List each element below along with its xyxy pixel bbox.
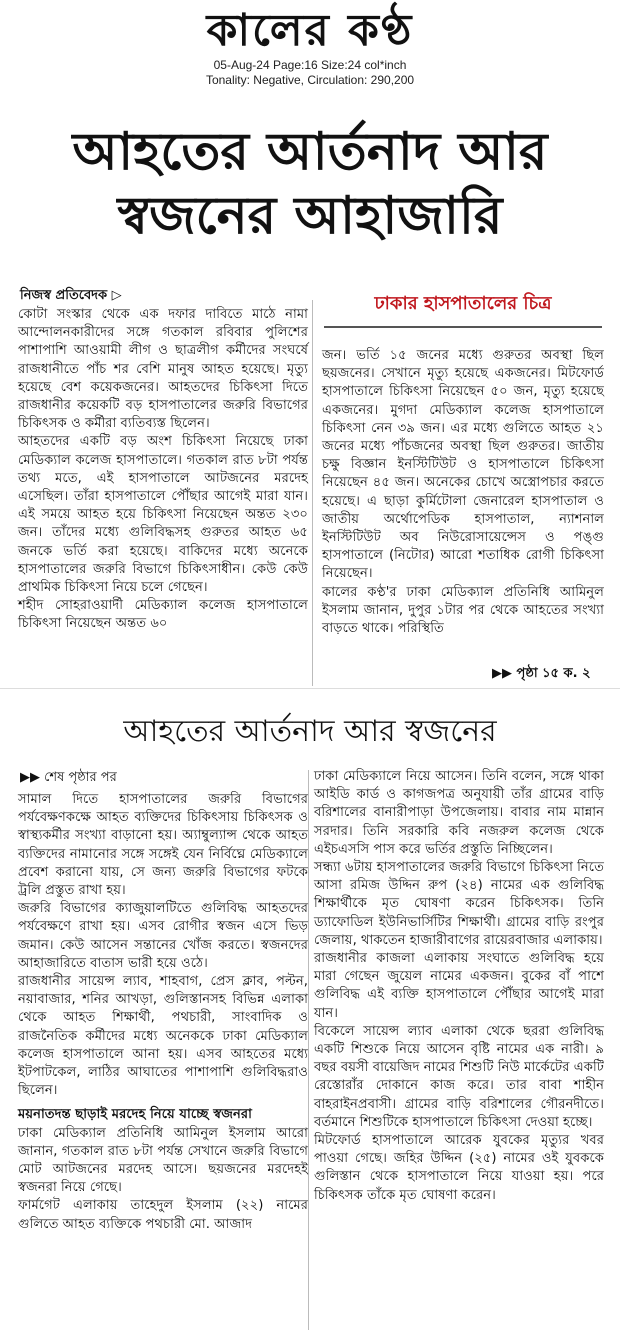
paragraph: কালের কণ্ঠ'র ঢাকা মেডিক্যাল প্রতিনিধি আমিনুল ইসলাম জানান, দুপুর ১টার পর থেকে আহতের সংখ্যা বাড়তে থাকে। পরিস্থিতি [322,584,604,637]
article2-right-column [314,768,604,1205]
paragraph: কোটা সংস্কার থেকে এক দফার দাবিতে মাঠে নামা আন্দোলনকারীদের সঙ্গে গতকাল রবিবার পুলিশের পাশাপাশি আওয়ামী লীগ ও ছাত্রলীগ কর্মীদের সংঘর্ষে রাজধানীতে পাঁচ শর বেশি মানুষ আহত হয়েছে। মৃত্যু হয়েছে বেশ কয়েকজনের। আহতদের চিকিৎসা দিতে রাজধানীর কয়েকটি বড় হাসপাতালের জরুরি বিভাগের চিকিৎসক ও কর্মীরা ব্যতিব্যস্ত ছিলেন। [18,307,308,432]
paragraph: বিকেলে সায়েন্স ল্যাব এলাকা থেকে ছররা গুলিবিদ্ধ একটি শিশুকে নিয়ে আসেন বৃষ্টি নামের এক নারী। ৯ বছর বয়সী বায়েজিদ নামের শিশুটি নিউ মার্কেটের একটি রেস্তোরাঁর দোকানে কাজ করে। তার বাবা শাহীন বাহরাইনপ্রবাসী। গ্রামের বাড়ি বরিশালের গৌরনদীতে। বর্তমানে শিশুটিকে হাসপাতালে চিকিৎসা দেওয়া হচ্ছে। [314,1023,604,1130]
paragraph: আহতদের একটি বড় অংশ চিকিৎসা নিয়েছে ঢাকা মেডিক্যাল কলেজ হাসপাতালে। গতকাল রাত ৮টা পর্যন্ত তথ্য মতে, এই হাসপাতালে আটজনের মরদেহ এসেছিল। তাঁরা হাসপাতালে পৌঁছার আগেই মারা যান। এই সময়ে আহত হয়ে চিকিৎসা নিয়েছেন অন্তত ২৩০ জন। তাঁদের মধ্যে গুলিবিদ্ধসহ গুরুতর আহত ৬৫ জনকে ভর্তি করা হয়েছে। বাকিদের মধ্যে অনেকে হাসপাতালের জরুরি বিভাগে চিকিৎসাধীন। কেউ কেউ প্রাথমিক চিকিৎসা নিয়ে চলে গেছেন। [18,434,308,596]
paragraph: জন। ভর্তি ১৫ জনের মধ্যে গুরুতর অবস্থা ছিল ছয়জনের। সেখানে মৃত্যু হয়েছে একজনের। মিটফোর্ড হাসপাতালে চিকিৎসা নিয়েছেন ৫০ জন, মৃত্যু হয়েছে একজনের। মুগদা মেডিক্যাল কলেজ হাসপাতালে চিকিৎসা নেন ৩৯ জন। এর মধ্যে গুলিতে আহত ২১ জনের মধ্যে পাঁচজনের অবস্থা ছিল গুরুতর। জাতীয় চক্ষু বিজ্ঞান ইনস্টিটিউট ও হাসপাতালে চিকিৎসা নিয়েছেন ৪৫ জন। অনেকের চোখে অস্ত্রোপচার করতে হয়েছে। এ ছাড়া কুর্মিটোলা জেনারেল হাসপাতাল ও জাতীয় অর্থোপেডিক হাসপাতাল, ন্যাশনাল ইনস্টিটিউট অব নিউরোসায়েন্সেস ও পঙ্গু হাসপাতালে (নিটোর) আরো শতাধিক রোগী চিকিৎসা নিয়েছেন। [322,348,604,582]
paragraph: মিটফোর্ড হাসপাতালে আরেক যুবকের মৃত্যুর খবর পাওয়া গেছে। জহির উদ্দিন (২৫) নামের ওই যুবককে গুলিস্তান থেকে হাসপাতালে নিয়ে যাওয়া হয়। পরে চিকিৎসক তাঁকে মৃত ঘোষণা করেন। [314,1133,604,1203]
paragraph: শহীদ সোহরাওয়ার্দী মেডিক্যাল কলেজ হাসপাতালে চিকিৎসা নিয়েছেন অন্তত ৬০ [18,598,308,632]
paragraph: জরুরি বিভাগের ক্যাজুয়ালটিতে গুলিবিদ্ধ আহতদের পর্যবেক্ষণে রাখা হয়। এসব রোগীর স্বজন এসে ভিড় জমান। কেউ আসেন সন্তানের খোঁজ করতে। স্বজনদের আহাজারিতে বাতাস ভারী হয়ে ওঠে। [18,901,308,971]
clipping-meta-line1: 05-Aug-24 Page:16 Size:24 col*inch [213,58,407,72]
article1-headline [0,120,620,248]
masthead [0,4,620,88]
article1-side-heading: ঢাকার হাসপাতালের চিত্র [324,286,602,328]
article1-left-column [18,306,308,634]
column-divider [312,300,313,686]
article2-subheading: ময়নাতদন্ত ছাড়াই মরদেহ নিয়ে যাচ্ছে স্বজনরা [18,1107,252,1123]
column-divider [308,770,309,1330]
clipping-meta-line2: Tonality: Negative, Circulation: 290,200 [205,73,415,87]
article2-headline: আহতের আর্তনাদ আর স্বজনের [123,714,497,749]
paragraph: সামাল দিতে হাসপাতালের জরুরি বিভাগের পর্যবেক্ষণকক্ষে আহত ব্যক্তিদের চিকিৎসায় চিকিৎসক ও স্বাস্থ্যকর্মীর সংখ্যা বাড়ানো হয়। অ্যাম্বুল্যান্স থেকে আহত ব্যক্তিদের নামানোর সঙ্গে সঙ্গেই যেন নির্বিঘ্নে মেডিক্যালে প্রবেশ করানো যায়, সে জন্য জরুরি বিভাগের ফটকে ট্রলি প্রস্তুত রাখা হয়। [18,792,308,899]
article1-right-column [322,347,604,638]
continued-from-label: ▶▶ শেষ পৃষ্ঠার পর [20,770,117,785]
paragraph: ঢাকা মেডিক্যাল প্রতিনিধি আমিনুল ইসলাম আরো জানান, গতকাল রাত ৮টা পর্যন্ত সেখানে জরুরি বিভাগে মোট আটজনের মরদেহ আসে। ছয়জনের মরদেহই স্বজনরা নিয়ে গেছে। [18,1125,308,1196]
newspaper-logo: কালের কণ্ঠ [206,5,414,56]
paragraph: ঢাকা মেডিক্যালে নিয়ে আসেন। তিনি বলেন, সঙ্গে থাকা আইডি কার্ড ও কাগজপত্র অনুযায়ী তাঁর গ্রামের বাড়ি বরিশালের বানারীপাড়া উপজেলায়। বাবার নাম মান্নান সরদার। তিনি সরকারি কবি নজরুল কলেজ থেকে এইচএসসি পাস করে ভর্তির প্রস্তুতি নিচ্ছিলেন। [314,769,604,857]
article1-headline-line2: স্বজনের আহাজারি [117,185,503,246]
article2-left-column [18,791,308,1234]
continued-on-label: ▶▶ পৃষ্ঠা ১৫ ক. ২ [492,666,591,681]
paragraph: রাজধানীর সায়েন্স ল্যাব, শাহবাগ, প্রেস ক্লাব, পল্টন, নয়াবাজার, শনির আখড়া, গুলিস্তানসহ বিভিন্ন এলাকা থেকে আহত শিক্ষার্থী, পথচারী, সাংবাদিক ও রাজনৈতিক কর্মীদের মধ্যে অনেককে ঢাকা মেডিক্যাল কলেজ হাসপাতালে আনা হয়। এসব আহতের মধ্যে ইটপাটকেল, লাঠির আঘাতের পাশাপাশি গুলিবিদ্ধরাও ছিলেন। [18,974,308,1099]
article1-headline-line1: আহতের আর্তনাদ আর [72,121,548,182]
article1-byline: নিজস্ব প্রতিবেদক ▷ [20,288,122,303]
paragraph: সন্ধ্যা ৬টায় হাসপাতালের জরুরি বিভাগে চিকিৎসা নিতে আসা রমিজ উদ্দিন রুপ (২৪) নামের এক গুলিবিদ্ধ শিক্ষার্থীকে মৃত ঘোষণা করেন চিকিৎসক। তিনি ড্যাফোডিল ইউনিভার্সিটির শিক্ষার্থী। গ্রামের বাড়ি রংপুর জেলায়, থাকতেন হাজারীবাগের রায়েরবাজার এলাকায়। [314,860,604,948]
paragraph: রাজধানীর কাজলা এলাকায় সংঘাতে গুলিবিদ্ধ হয়ে মারা গেছেন জুয়েল নামের একজন। বুকের বাঁ পাশে গুলিবিদ্ধ এই ব্যক্তি হাসপাতালে পৌঁছার আগেই মারা যান। [314,951,604,1021]
paragraph: ফার্মগেট এলাকায় তাহেদুল ইসলাম (২২) নামের গুলিতে আহত ব্যক্তিকে পথচারী মো. আজাদ [18,1198,308,1232]
section-divider [0,688,620,689]
